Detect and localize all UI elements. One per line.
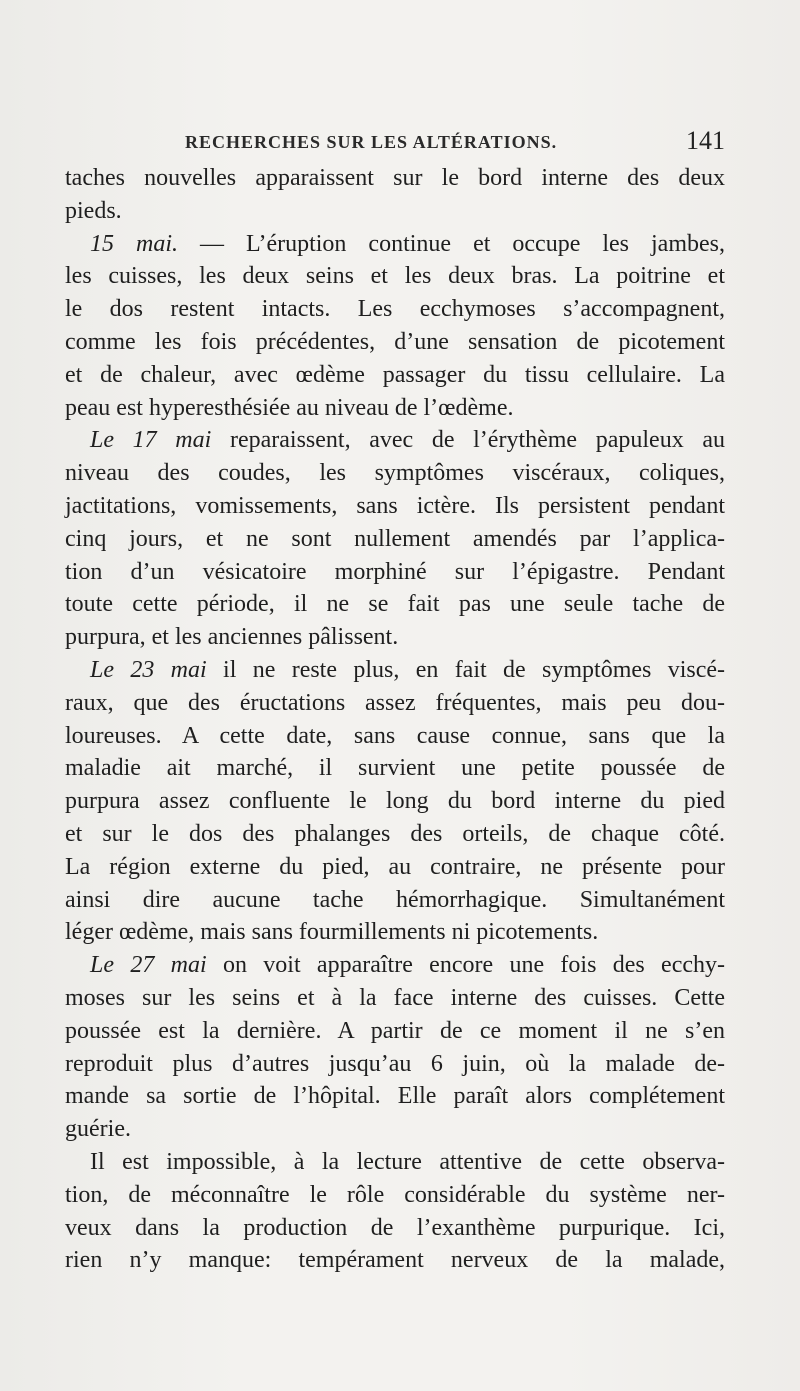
- body-text: [65, 162, 725, 1277]
- text-run: reparaissent, avec de l’érythème papuleux au: [211, 427, 726, 454]
- running-title: RECHERCHES SUR LES ALTÉRATIONS.: [185, 132, 558, 152]
- text-line: rien n’y manque: tempérament nerveux de la malade,: [65, 1247, 725, 1274]
- text-line: moses sur les seins et à la face interne des cuisses. Cette: [65, 984, 725, 1011]
- text-line: poussée est la dernière. A partir de ce moment il ne s’en: [65, 1017, 725, 1044]
- text-line: purpura, et les anciennes pâlissent.: [65, 624, 399, 651]
- text-line: maladie ait marché, il survient une petite poussée de: [65, 755, 725, 782]
- text-line: comme les fois précédentes, d’une sensation de picotement: [65, 328, 725, 355]
- text-line: mande sa sortie de l’hôpital. Elle paraît alors complétement: [65, 1083, 725, 1110]
- text-line: taches nouvelles apparaissent sur le bord interne des deux: [65, 165, 725, 191]
- text-line: le dos restent intacts. Les ecchymoses s’accompagnent,: [65, 296, 725, 323]
- text-line: guérie.: [65, 1116, 131, 1143]
- text-line: loureuses. A cette date, sans cause connue, sans que la: [65, 722, 725, 749]
- text-line: niveau des coudes, les symptômes viscéraux, coliques,: [65, 460, 725, 487]
- text-line: veux dans la production de l’exanthème purpurique. Ici,: [65, 1214, 725, 1241]
- text-line: jactitations, vomissements, sans ictère. Ils persistent pendant: [65, 492, 725, 519]
- text-run: il ne reste plus, en fait de symptômes viscé-: [206, 656, 725, 683]
- date-label: Le 23 mai: [90, 656, 207, 683]
- text-line: purpura assez confluente le long du bord interne du pied: [65, 788, 725, 815]
- text-line: [65, 949, 725, 982]
- running-head: [65, 126, 725, 154]
- text-line: tion d’un vésicatoire morphiné sur l’épigastre. Pendant: [65, 558, 725, 585]
- text-line: peau est hyperesthésiée au niveau de l’œdème.: [65, 394, 514, 421]
- date-label: 15 mai.: [90, 230, 178, 257]
- date-label: Le 17 mai: [90, 427, 212, 454]
- text-line: et de chaleur, avec œdème passager du tissu cellulaire. La: [65, 361, 725, 388]
- text-line: pieds.: [65, 197, 122, 224]
- date-label: Le 27 mai: [90, 952, 207, 979]
- text-run: on voit apparaître encore une fois des ecchy-: [206, 952, 725, 979]
- text-line: et sur le dos des phalanges des orteils, de chaque côté.: [65, 820, 725, 847]
- text-line: ainsi dire aucune tache hémorrhagique. Simultanément: [65, 886, 725, 913]
- text-line: tion, de méconnaître le rôle considérable du système ner-: [65, 1181, 725, 1208]
- text-line: reproduit plus d’autres jusqu’au 6 juin, où la malade de-: [65, 1050, 725, 1077]
- text-line: [65, 424, 725, 457]
- text-line: [65, 654, 725, 687]
- text-line: toute cette période, il ne se fait pas une seule tache de: [65, 591, 725, 618]
- text-line: cinq jours, et ne sont nullement amendés par l’applica-: [65, 525, 725, 552]
- text-line: les cuisses, les deux seins et les deux bras. La poitrine et: [65, 263, 725, 290]
- text-line: Il est impossible, à la lecture attentive de cette observa-: [90, 1148, 725, 1175]
- text-run: — L’éruption continue et occupe les jambes,: [178, 230, 725, 257]
- text-line: léger œdème, mais sans fourmillements ni picotements.: [65, 919, 599, 946]
- page-number: 141: [686, 126, 725, 155]
- text-line: raux, que des éructations assez fréquentes, mais peu dou-: [65, 689, 725, 716]
- text-line: [65, 228, 725, 261]
- text-line: La région externe du pied, au contraire, ne présente pour: [65, 853, 725, 880]
